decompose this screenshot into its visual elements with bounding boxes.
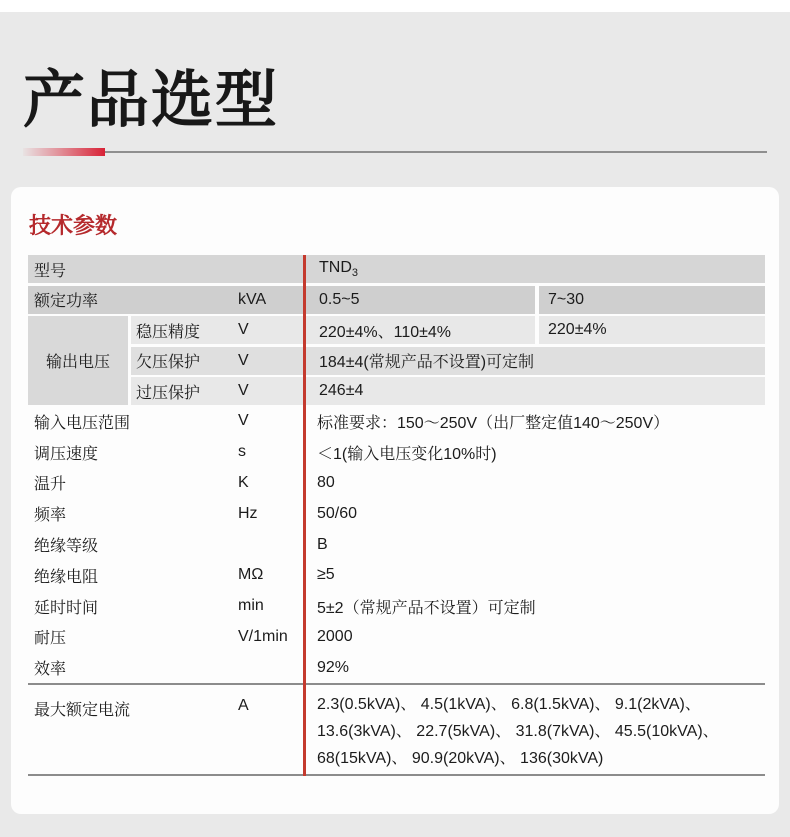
row-value: 5±2（常规产品不设置）可定制 (317, 599, 536, 617)
row-value: 220±4% (548, 321, 607, 338)
row-label: 输入电压范围 (34, 414, 131, 432)
row-value: 7~30 (548, 290, 585, 308)
max-current-line-2: 13.6(3kVA)、 22.7(5kVA)、 31.8(7kVA)、 45.5(10kVA)、 (317, 723, 719, 740)
row-value: 92% (317, 658, 350, 676)
row-value (317, 691, 719, 772)
row-label: 调压速度 (34, 445, 99, 463)
row-unit: MΩ (238, 566, 264, 584)
row-unit: V (238, 382, 249, 399)
table-row-withstand-voltage (28, 621, 765, 652)
row-value: B (317, 535, 328, 553)
row-unit: K (238, 473, 249, 491)
table-row-temperature-rise (28, 468, 765, 499)
row-label: 额定功率 (34, 293, 99, 310)
row-label: 温升 (34, 476, 67, 494)
separator-line-bottom (28, 774, 765, 776)
table-rowgroup-output-voltage (28, 316, 765, 405)
sub-row-value-cell (303, 347, 765, 375)
table-row-regulation-speed (28, 437, 765, 468)
row-value: ＜1(输入电压变化10%时) (317, 445, 497, 463)
sub-row-label-cell (131, 347, 303, 375)
spec-table (28, 255, 768, 778)
model-value-cell (303, 255, 765, 283)
row-value: 2000 (317, 627, 353, 645)
row-label: 绝缘等级 (34, 538, 99, 556)
title-underline-red-accent (23, 148, 105, 156)
title-underline-gray-rule (105, 151, 767, 153)
row-unit: V (238, 412, 249, 430)
row-value: 50/60 (317, 504, 358, 522)
sub-row-value-cell-a (303, 316, 535, 344)
row-label: 效率 (34, 661, 67, 679)
red-vertical-divider (303, 255, 306, 776)
table-row-max-rated-current (28, 686, 765, 774)
row-label: 型号 (34, 262, 67, 280)
page-title: 产品选型 (23, 66, 280, 135)
row-label: 绝缘电阻 (34, 568, 99, 586)
model-label-cell (28, 255, 303, 283)
row-unit: A (238, 697, 249, 714)
max-current-line-3: 68(15kVA)、 90.9(20kVA)、 136(30kVA) (317, 750, 604, 767)
rowgroup-label: 输出电压 (45, 354, 110, 371)
row-value: ≥5 (317, 566, 335, 584)
row-value: 220±4%、110±4% (319, 323, 452, 341)
row-label: 耐压 (34, 630, 67, 648)
rated-power-label-cell (28, 286, 303, 314)
row-label: 频率 (34, 507, 67, 525)
model-value: $TND_3$ (319, 258, 359, 280)
row-value: 80 (317, 473, 335, 491)
row-unit: V (238, 351, 249, 369)
table-row-delay-time (28, 591, 765, 622)
row-label: 过压保护 (136, 384, 201, 402)
row-value: 0.5~5 (319, 290, 360, 308)
output-voltage-label-cell (28, 316, 128, 405)
table-row-rated-power (28, 286, 765, 314)
row-unit: V (238, 321, 249, 338)
table-row-efficiency (28, 652, 765, 683)
row-label: 欠压保护 (136, 354, 201, 371)
top-white-strip (0, 0, 790, 12)
rated-power-value-cell-a (303, 286, 535, 314)
table-simple-rows (28, 406, 765, 683)
separator-line-top (28, 683, 765, 685)
row-unit: min (238, 597, 264, 615)
row-unit: V/1min (238, 627, 288, 645)
section-title: 技术参数 (29, 213, 118, 238)
row-label: 最大额定电流 (34, 702, 131, 719)
row-unit: Hz (238, 504, 258, 522)
table-row-input-voltage-range (28, 406, 765, 437)
rated-power-value-cell-b (539, 286, 765, 314)
table-row-undervoltage-protection (131, 347, 765, 375)
row-value: 184±4(常规产品不设置)可定制 (319, 354, 535, 371)
table-row-frequency (28, 498, 765, 529)
spec-card (11, 187, 779, 814)
table-row-insulation-resistance (28, 560, 765, 591)
table-row-overvoltage-protection (131, 377, 765, 405)
sub-row-label-cell (131, 316, 303, 344)
row-label: 延时时间 (34, 599, 99, 617)
row-value: 246±4 (319, 382, 364, 399)
sub-row-label-cell (131, 377, 303, 405)
row-label: 稳压精度 (136, 323, 201, 341)
row-unit: kVA (238, 290, 267, 308)
model-value-subscript: 3 (351, 267, 359, 280)
table-row-model (28, 255, 765, 283)
sub-row-value-cell (303, 377, 765, 405)
sub-row-value-cell-b (539, 316, 765, 344)
row-unit: s (238, 443, 246, 461)
table-row-voltage-accuracy (131, 316, 765, 344)
table-row-insulation-class (28, 529, 765, 560)
row-value: 标准要求：150～250V（出厂整定值140～250V） (317, 414, 670, 432)
max-current-line-1: 2.3(0.5kVA)、 4.5(1kVA)、 6.8(1.5kVA)、 9.1(2kVA)、 (317, 696, 701, 713)
title-underline (23, 148, 767, 156)
